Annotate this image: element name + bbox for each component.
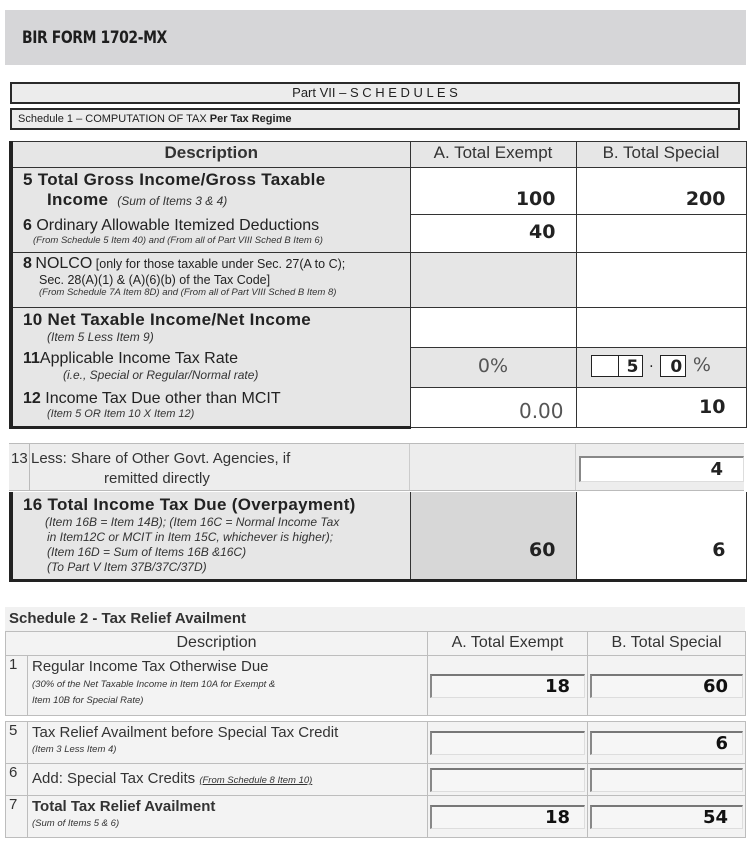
item10-description <box>11 308 410 348</box>
s2-row5-description <box>28 722 428 764</box>
item13-num: 13 <box>11 450 28 467</box>
rate-digit-3[interactable]: 0 <box>660 355 686 377</box>
item6-sub: (From Schedule 5 Item 40) and (From all of Part VIII Sched B Item 6) <box>33 234 323 246</box>
s2-row1-exempt-field[interactable]: 18 <box>430 674 585 698</box>
table-row-item16 <box>9 492 744 582</box>
item6-description <box>11 215 410 253</box>
item5-label2: Income <box>47 190 109 209</box>
s2-row6-num: 6 <box>6 764 28 796</box>
item8-exempt-field <box>410 253 576 308</box>
item11-description <box>11 348 410 388</box>
table-row <box>6 764 746 796</box>
item12-special-field[interactable]: 10 <box>576 388 746 428</box>
schedule1-title-bold: Per Tax Regime <box>209 113 292 125</box>
s2-row7-special-field[interactable]: 54 <box>590 805 743 829</box>
item13-label: Less: Share of Other Govt. Agencies, if <box>31 450 291 467</box>
item16-sub-1: (Item 16B = Item 14B); (Item 16C = Normal Income Tax <box>45 515 340 529</box>
table-row-item11 <box>11 348 746 388</box>
s2-row1-sub: (30% of the Net Taxable Income in Item 10A for Exempt & <box>32 679 276 690</box>
item5-description <box>11 168 410 215</box>
table-row <box>6 796 746 838</box>
table-row-item13 <box>9 443 744 491</box>
s2-col-total-exempt: A. Total Exempt <box>428 632 588 656</box>
item5-exempt-field[interactable]: 100 <box>410 168 576 215</box>
item10-special-field[interactable] <box>576 308 746 348</box>
rate-separator: · <box>649 359 654 376</box>
item6-label: Ordinary Allowable Itemized Deductions <box>36 216 320 234</box>
item5-special-field[interactable]: 200 <box>576 168 746 215</box>
schedule1-title <box>10 108 740 130</box>
s2-row7-label: Total Tax Relief Availment <box>32 798 216 815</box>
s2-row5-special-field[interactable]: 6 <box>590 731 743 755</box>
s2-row6-description <box>28 764 428 796</box>
item8-description <box>11 253 410 308</box>
item16-description <box>11 492 410 581</box>
s2-row6-exempt-field[interactable] <box>430 768 585 792</box>
part-title: Part VII – S C H E D U L E S <box>10 82 740 104</box>
schedule1-title-prefix: Schedule 1 – COMPUTATION OF TAX <box>18 113 210 125</box>
item12-sub: (Item 5 OR Item 10 X Item 12) <box>47 407 195 420</box>
item11-exempt-rate: 0% <box>410 348 576 388</box>
item16-exempt-field[interactable]: 60 <box>410 492 576 581</box>
item12-num: 12 <box>23 389 41 407</box>
item6-exempt-field[interactable]: 40 <box>410 215 576 253</box>
s2-row1-description <box>28 656 428 716</box>
item12-description <box>11 388 410 428</box>
s2-row7-sub: (Sum of Items 5 & 6) <box>32 818 120 829</box>
schedule1-table <box>9 141 744 429</box>
s2-row7-description <box>28 796 428 838</box>
table-row <box>6 656 746 716</box>
s2-row6-special-field[interactable] <box>590 768 743 792</box>
s2-row6-label: Add: Special Tax Credits <box>32 770 200 787</box>
item6-special-field[interactable] <box>576 215 746 253</box>
col-total-exempt: A. Total Exempt <box>410 142 576 168</box>
table-row-item5 <box>11 168 746 215</box>
item13-label2: remitted directly <box>104 470 210 487</box>
table-row-item6 <box>11 215 746 253</box>
table-row-item12 <box>11 388 746 428</box>
s2-row5-exempt-field[interactable] <box>430 731 585 755</box>
item11-special-rate <box>576 348 746 388</box>
schedule2-title: Schedule 2 - Tax Relief Availment <box>5 607 745 631</box>
s2-row5-sub: (Item 3 Less Item 4) <box>32 744 117 755</box>
s2-row6-link[interactable]: (From Schedule 8 Item 10) <box>199 775 313 786</box>
form-title: BIR FORM 1702-MX <box>22 28 167 48</box>
s2-col-total-special: B. Total Special <box>588 632 746 656</box>
item16-special-field[interactable]: 6 <box>576 492 746 581</box>
s2-row1-sub2: Item 10B for Special Rate) <box>32 695 144 706</box>
rate-digit-2[interactable]: 5 <box>619 355 643 377</box>
rate-percent: % <box>692 354 711 377</box>
item13-special-field[interactable]: 4 <box>579 456 744 482</box>
item5-label: 5 Total Gross Income/Gross Taxable <box>23 170 326 189</box>
col-description: Description <box>11 142 410 168</box>
s2-row7-num: 7 <box>6 796 28 838</box>
item16-sub-2: in Item12C or MCIT in Item 15C, whichever is higher); <box>47 530 334 544</box>
item11-label: Applicable Income Tax Rate <box>39 349 238 367</box>
item8-label: NOLCO <box>35 255 93 272</box>
table-row-item10 <box>11 308 746 348</box>
schedule2-table <box>5 631 745 838</box>
table-row-item8 <box>11 253 746 308</box>
item11-sub: (i.e., Special or Regular/Normal rate) <box>63 367 259 382</box>
item12-label: Income Tax Due other than MCIT <box>45 389 281 407</box>
item10-exempt-field[interactable] <box>410 308 576 348</box>
item6-num: 6 <box>23 216 32 234</box>
s2-col-description: Description <box>6 632 428 656</box>
item11-num: 11 <box>23 349 40 367</box>
item8-sub: (From Schedule 7A Item 8D) and (From all of Part VIII Sched B Item 8) <box>39 287 337 298</box>
item12-exempt-field[interactable]: 0.00 <box>410 388 576 428</box>
s2-row7-exempt-field[interactable]: 18 <box>430 805 585 829</box>
table-row <box>6 722 746 764</box>
item8-label-rest: [only for those taxable under Sec. 27(A to C); <box>95 257 346 271</box>
item10-sub: (Item 5 Less Item 9) <box>47 330 154 344</box>
s2-row5-label: Tax Relief Availment before Special Tax Credit <box>32 724 339 741</box>
col-total-special: B. Total Special <box>576 142 746 168</box>
item8-num: 8 <box>23 255 32 272</box>
s2-row1-num: 1 <box>6 656 28 716</box>
item8-special-field[interactable] <box>576 253 746 308</box>
s2-row5-num: 5 <box>6 722 28 764</box>
rate-digit-1[interactable] <box>591 355 619 377</box>
s2-row1-label: Regular Income Tax Otherwise Due <box>32 658 269 675</box>
item16-sub-4: (To Part V Item 37B/37C/37D) <box>47 560 207 574</box>
item16-label: 16 Total Income Tax Due (Overpayment) <box>23 495 356 514</box>
item10-label: 10 Net Taxable Income/Net Income <box>23 310 311 329</box>
item8-label2: Sec. 28(A)(1) & (A)(6)(b) of the Tax Code] <box>39 273 271 287</box>
item5-sub: (Sum of Items 3 & 4) <box>117 194 228 208</box>
item16-sub-3: (Item 16D = Sum of Items 16B &16C) <box>47 545 247 559</box>
s2-row1-special-field[interactable]: 60 <box>590 674 743 698</box>
